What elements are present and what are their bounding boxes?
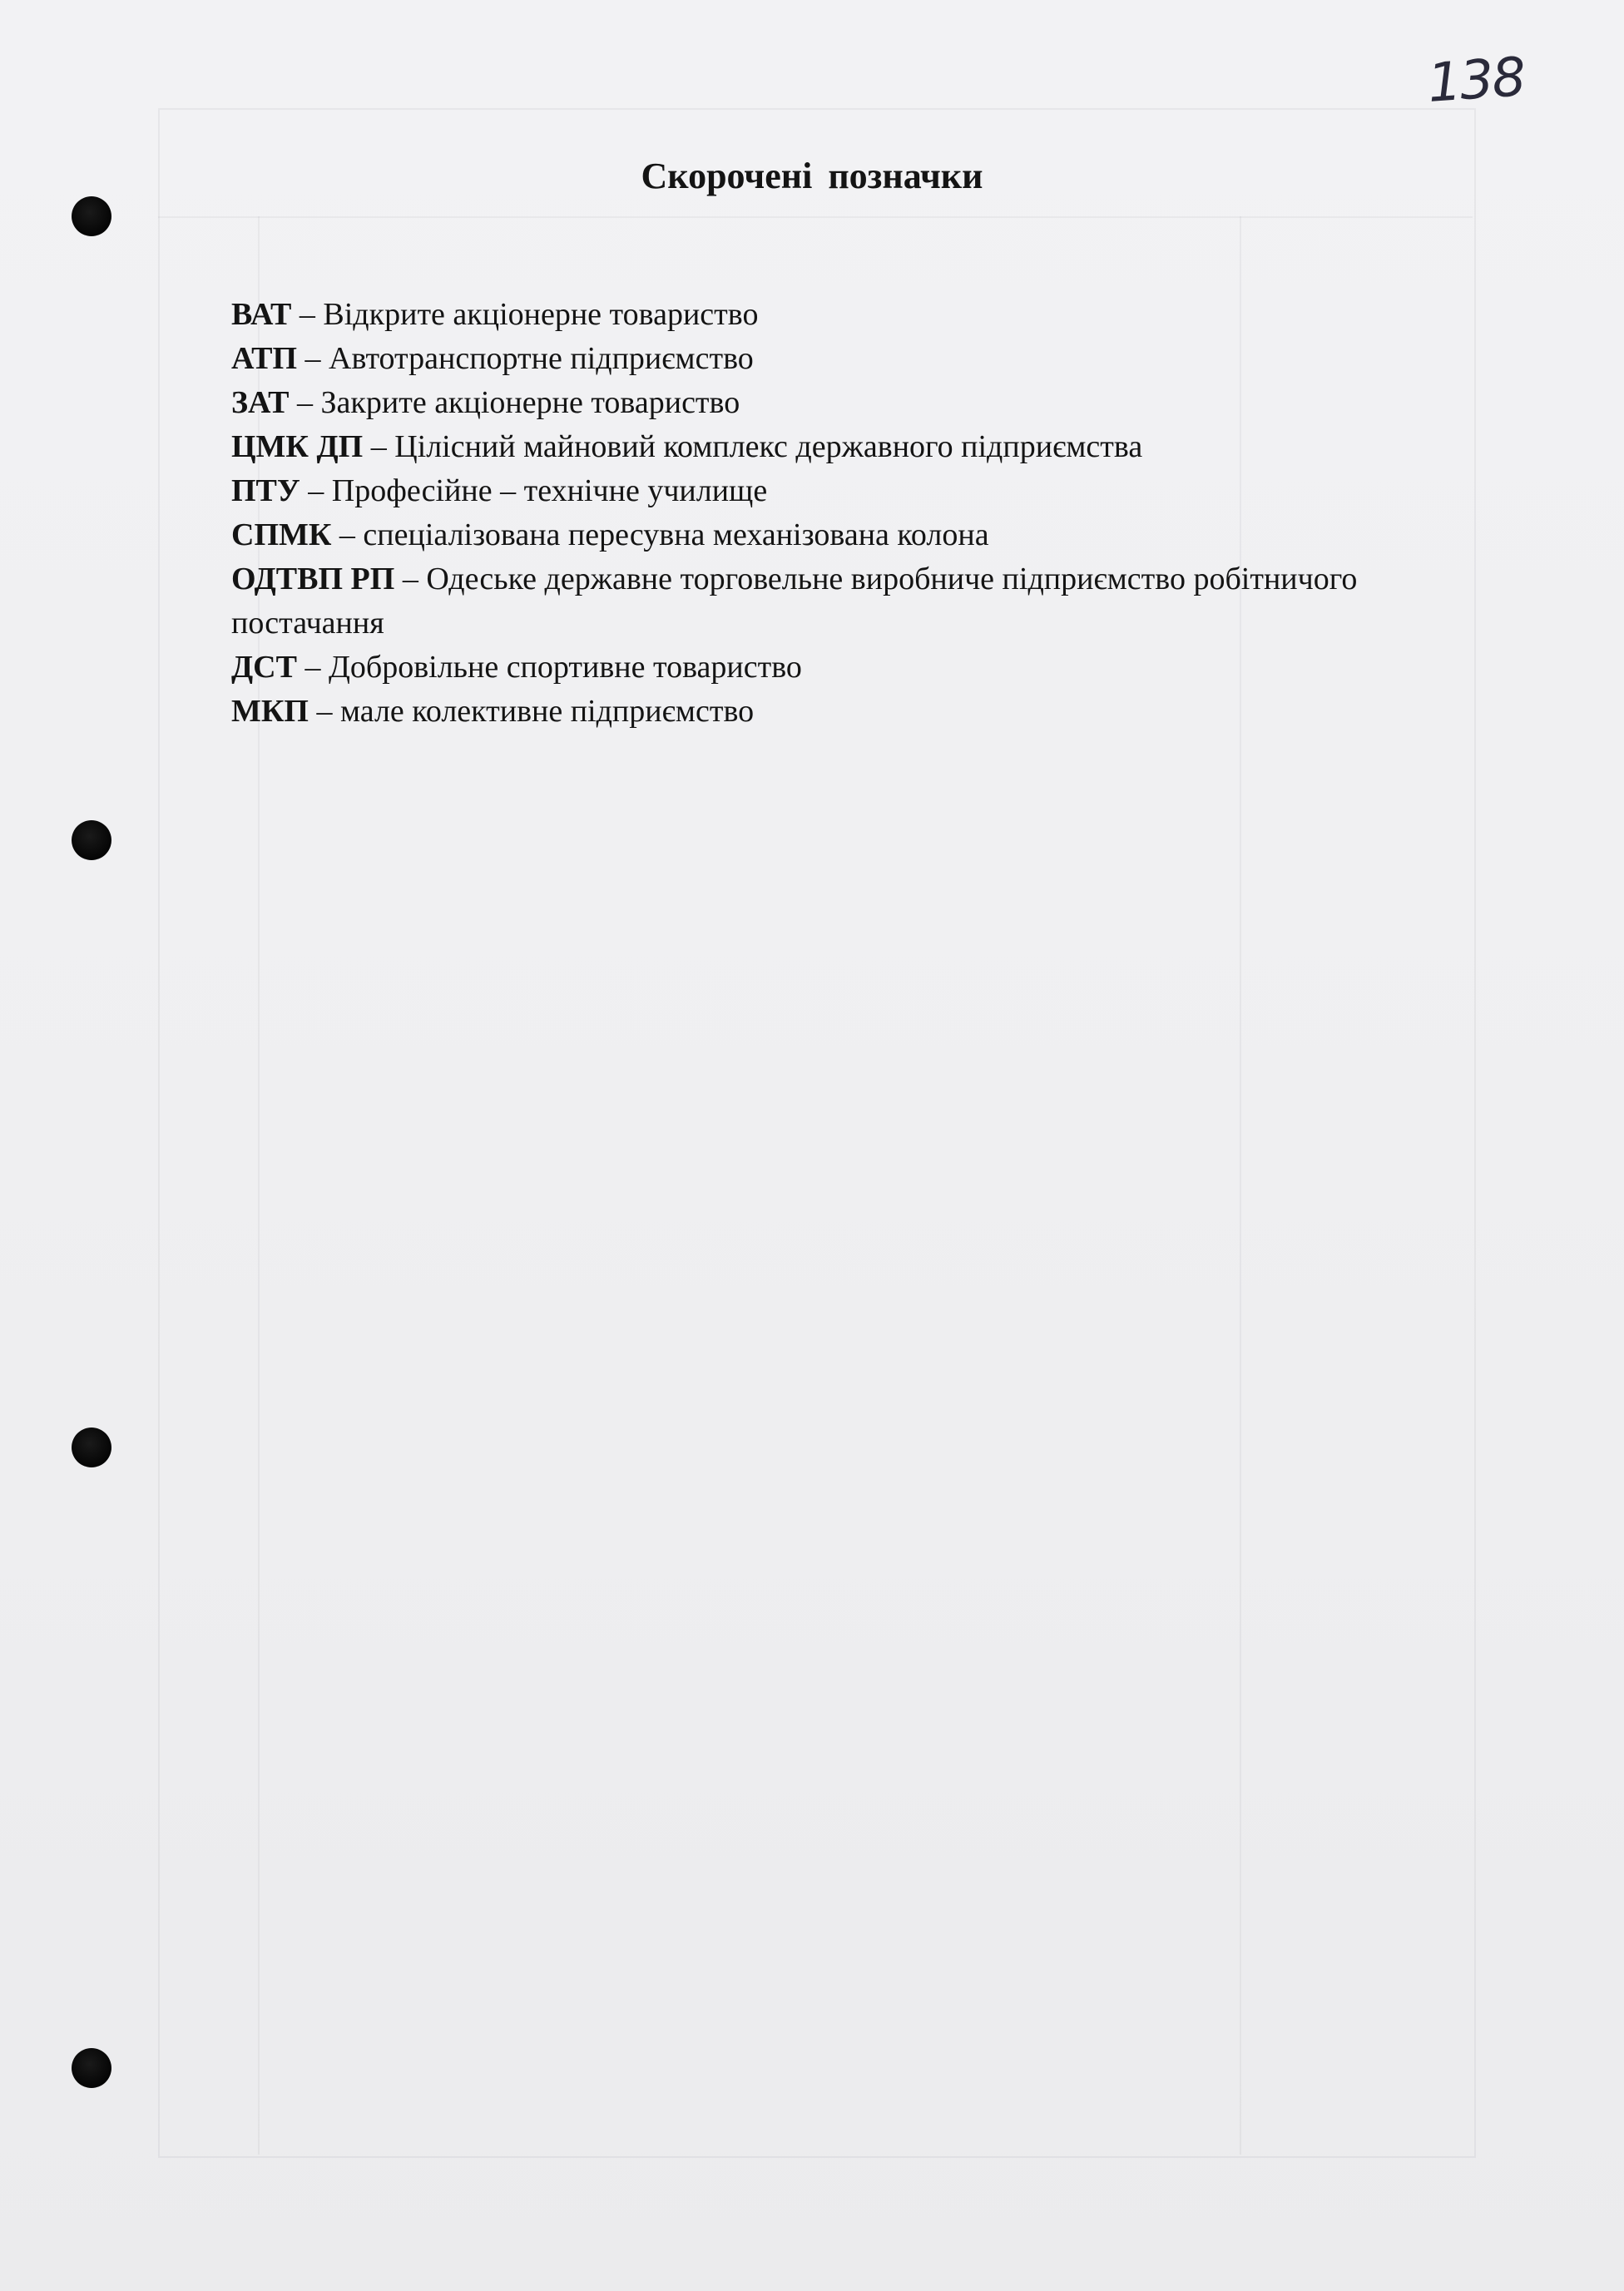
abbreviation-code: СПМК (231, 517, 332, 552)
abbreviation-code: МКП (231, 694, 309, 729)
abbreviation-code: ЗАТ (231, 385, 290, 420)
abbreviation-meaning: – мале колективне підприємство (308, 694, 755, 729)
abbreviation-code: ПТУ (231, 473, 300, 508)
abbreviation-code: ОДТВП РП (231, 562, 395, 596)
abbreviation-meaning: – Цілісний майновий комплекс державного підприємства (363, 429, 1143, 464)
abbreviation-item (231, 646, 1429, 690)
abbreviation-code: ДСТ (231, 650, 297, 685)
abbreviation-meaning: – Закрите акціонерне товариство (289, 385, 740, 420)
punch-hole (72, 820, 111, 860)
punch-hole (72, 1428, 111, 1467)
abbreviation-item (231, 513, 1429, 557)
abbreviation-item (231, 425, 1429, 469)
abbreviation-item (231, 690, 1429, 734)
punch-hole (72, 196, 111, 236)
abbreviation-item (231, 293, 1429, 337)
abbreviation-meaning: – Одеське державне торговельне виробниче підприємство робітничого постачання (231, 562, 1358, 641)
abbreviation-meaning: – спеціалізована пересувна механізована колона (331, 517, 989, 552)
abbreviation-item (231, 557, 1429, 646)
abbreviation-code: ВАТ (231, 297, 292, 332)
page-title: Скорочені позначки (641, 156, 983, 196)
abbreviation-meaning: – Відкрите акціонерне товариство (291, 297, 759, 332)
abbreviation-item (231, 469, 1429, 513)
abbreviation-code: ЦМК ДП (231, 429, 364, 464)
page-number: 138 (1425, 47, 1527, 115)
abbreviation-meaning: – Професійне – технічне училище (300, 473, 768, 508)
abbreviation-list (231, 293, 1429, 734)
abbreviation-item (231, 381, 1429, 425)
show-through-rule (158, 216, 1473, 218)
abbreviation-code: АТП (231, 341, 298, 376)
abbreviation-meaning: – Добровільне спортивне товариство (296, 650, 802, 685)
punch-hole (72, 2048, 111, 2088)
abbreviation-item (231, 337, 1429, 381)
abbreviation-meaning: – Автотранспортне підприємство (297, 341, 754, 376)
